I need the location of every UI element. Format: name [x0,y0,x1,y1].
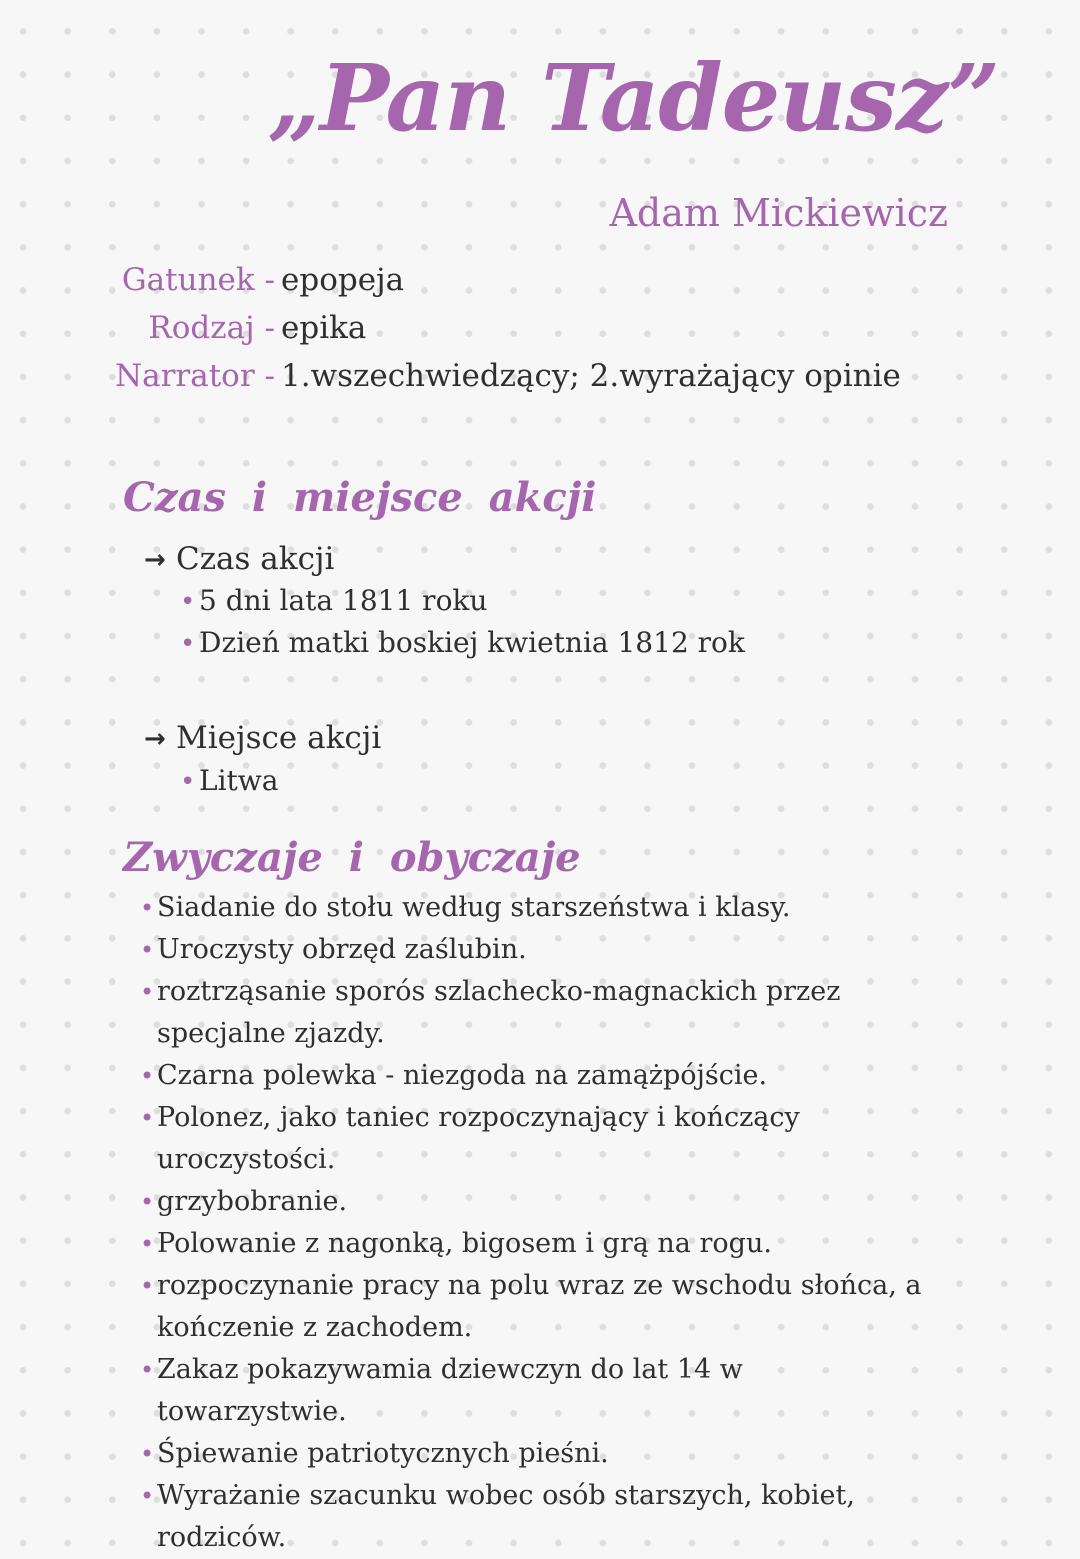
page-title: „Pan Tadeusz” [268,44,1000,152]
bullet-icon: • [140,1272,155,1300]
bullet-icon: • [140,978,155,1006]
list-item [140,1265,940,1349]
list-item [140,1055,940,1097]
list-item [140,929,940,971]
bullet-icon: • [140,1104,155,1132]
bullet-icon: • [140,936,155,964]
time-label [144,537,334,582]
list-item-text: Czarna polewka - niezgoda na zamążpójście. [157,1060,768,1091]
bullet-icon: • [180,629,196,659]
list-item-text: Dzień matki boskiej kwietnia 1812 rok [199,626,745,659]
meta-label: Rodzaj - [148,310,275,346]
list-item-text: roztrząsanie sporós szlachecko-magnackich przez specjalne zjazdy. [157,976,841,1049]
list-item [140,1475,940,1559]
bullet-icon: • [140,1440,155,1468]
bullet-icon: • [140,1188,155,1216]
list-item [140,1181,940,1223]
meta-row-genre [0,256,1080,304]
bullet-icon: • [140,1062,155,1090]
bullet-icon: • [180,767,196,797]
bullet-icon: • [140,1230,155,1258]
list-item [140,1223,940,1265]
bullet-icon: • [140,894,155,922]
list-item-text: Polowanie z nagonką, bigosem i grą na rogu. [157,1228,772,1259]
list-item [140,887,940,929]
meta-value: epopeja [281,262,405,298]
arrow-right-icon: → [144,545,166,575]
meta-label: Gatunek - [121,262,275,298]
list-item-text: Zakaz pokazywamia dziewczyn do lat 14 w towarzystwie. [157,1354,743,1427]
list-item-text: Siadanie do stołu według starszeństwa i klasy. [157,892,791,923]
list-item [140,1097,940,1181]
list-item-text: grzybobranie. [157,1186,348,1217]
list-item [140,971,940,1055]
meta-row-narrator [0,352,1080,400]
author-name: Adam Mickiewicz [609,191,948,235]
list-item-text: Śpiewanie patriotycznych pieśni. [157,1438,609,1469]
meta-row-kind [0,304,1080,352]
list-item [180,580,487,623]
list-item-text: Wyrażanie szacunku wobec osób starszych, kobiet, rodziców. [157,1480,855,1553]
customs-list [140,887,940,1559]
list-item-text: Litwa [199,764,279,797]
meta-value: epika [281,310,367,346]
arrow-right-icon: → [144,724,166,754]
meta-info [0,256,1080,400]
meta-value: 1.wszechwiedzący; 2.wyrażający opinie [281,358,901,394]
bullet-icon: • [140,1482,155,1510]
place-label [144,716,381,761]
section-heading-customs: Zwyczaje i obyczaje [123,834,581,881]
list-item [140,1433,940,1475]
list-item [180,760,278,803]
section-heading-time-place: Czas i miejsce akcji [123,474,597,521]
list-item-text: 5 dni lata 1811 roku [199,584,488,617]
list-item [180,622,745,665]
list-item-text: rozpoczynanie pracy na polu wraz ze wschodu słońca, a kończenie z zachodem. [157,1270,922,1343]
list-item-text: Polonez, jako taniec rozpoczynający i kończący uroczystości. [157,1102,800,1175]
list-item [140,1349,940,1433]
bullet-icon: • [180,587,196,617]
bullet-icon: • [140,1356,155,1384]
meta-label: Narrator - [115,358,275,394]
place-label-text: Miejsce akcji [176,720,382,756]
list-item-text: Uroczysty obrzęd zaślubin. [157,934,527,965]
time-label-text: Czas akcji [176,541,335,577]
